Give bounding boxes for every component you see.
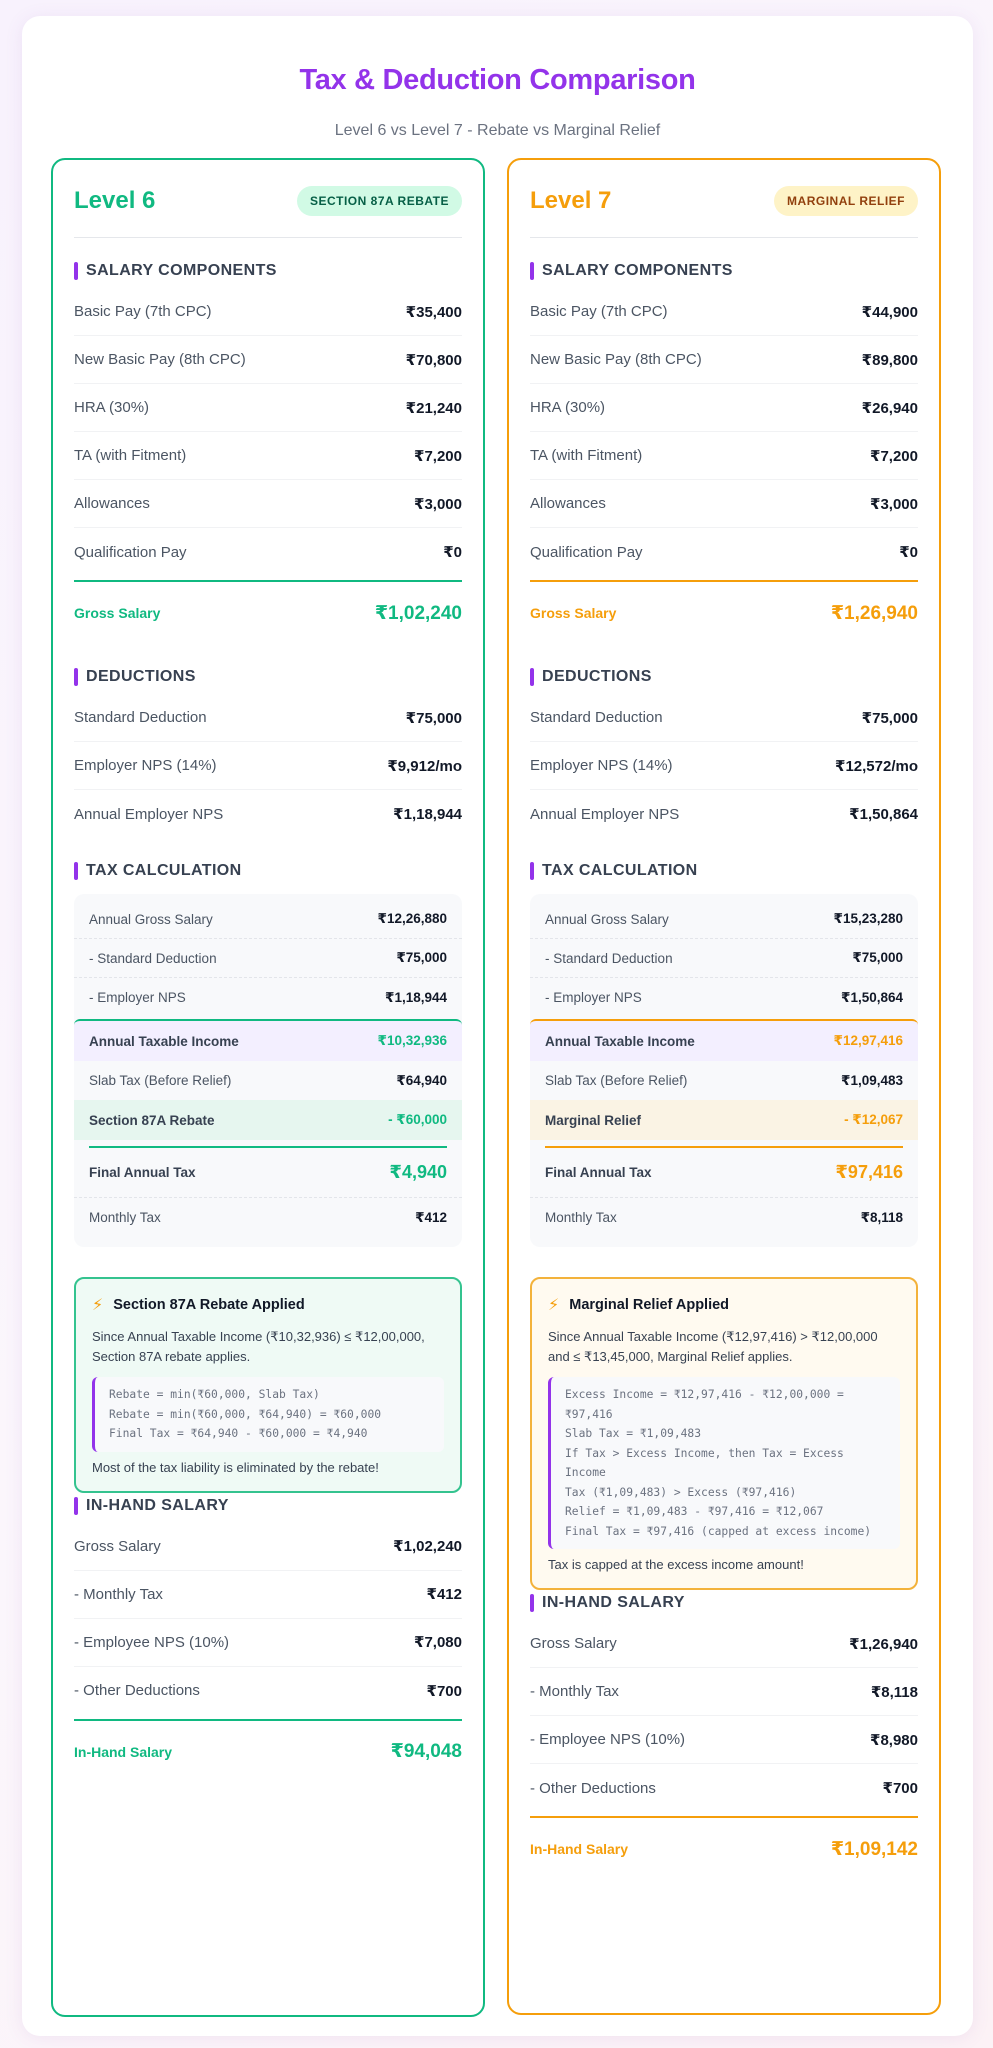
page-subtitle: Level 6 vs Level 7 - Rebate vs Marginal Relief [334, 122, 661, 139]
row-label: Gross Salary [530, 1635, 617, 1652]
formula-line: Relief = ₹1,09,483 - ₹97,416 = ₹12,067 [565, 1505, 824, 1518]
row-value: ₹35,400 [405, 303, 462, 321]
lightning-bolt-icon: ⚡ [548, 1297, 560, 1314]
row-label: Basic Pay (7th CPC) [74, 303, 212, 320]
row-value: ₹97,416 [835, 1162, 903, 1182]
row-label: Annual Gross Salary [545, 911, 669, 927]
salary-row [74, 336, 462, 384]
section-heading-label: DEDUCTIONS [542, 668, 652, 685]
section-marker [530, 862, 534, 880]
row-label: - Standard Deduction [545, 950, 673, 966]
row-label: Slab Tax (Before Relief) [89, 1073, 232, 1088]
section-heading-salary [530, 262, 918, 280]
row-value: ₹7,080 [414, 1634, 462, 1651]
tax-row-final-tax [530, 1148, 918, 1198]
salary-list [530, 288, 918, 576]
inhand-list [530, 1620, 918, 1812]
section-heading-label: SALARY COMPONENTS [542, 262, 733, 279]
section-heading-inhand [530, 1594, 918, 1612]
row-label: Section 87A Rebate [89, 1112, 215, 1128]
relief-note [530, 1277, 918, 1590]
row-label: Marginal Relief [545, 1112, 642, 1128]
level-card-6 [51, 158, 485, 2017]
row-label: Slab Tax (Before Relief) [545, 1073, 688, 1088]
row-label: Final Annual Tax [545, 1165, 652, 1180]
salary-row [530, 432, 918, 480]
deductions-list [74, 694, 462, 838]
row-label: Gross Salary [74, 1537, 161, 1555]
inhand-row [74, 1667, 462, 1715]
note-text: Since Annual Taxable Income (₹12,97,416) > ₹12,00,000 and ≤ ₹13,45,000, Marginal Relief applies. [548, 1329, 878, 1364]
inhand-row [530, 1620, 918, 1668]
tax-row-annual-gross [74, 900, 462, 939]
tax-row-taxable-income [530, 1019, 918, 1061]
tax-row-employer-nps [530, 978, 918, 1017]
row-label: - Standard Deduction [89, 950, 217, 966]
section-heading-label: IN-HAND SALARY [86, 1496, 229, 1514]
level-title: Level 6 [74, 186, 156, 214]
row-label: - Monthly Tax [74, 1585, 163, 1603]
row-label: Annual Employer NPS [530, 805, 680, 823]
row-value: ₹1,50,864 [849, 806, 918, 823]
note-header [92, 1295, 444, 1315]
salary-list [74, 288, 462, 576]
inhand-row [74, 1619, 462, 1667]
row-value: ₹3,000 [414, 495, 462, 513]
row-value: ₹1,26,940 [849, 1635, 918, 1653]
formula-line: Rebate = min(₹60,000, Slab Tax) [109, 1388, 320, 1401]
row-value: ₹21,240 [405, 399, 462, 417]
salary-row [530, 288, 918, 336]
regime-badge: SECTION 87A REBATE [297, 186, 462, 216]
salary-row [74, 384, 462, 432]
row-value: ₹412 [415, 1209, 447, 1225]
inhand-row [74, 1571, 462, 1619]
row-value: ₹1,50,864 [841, 989, 903, 1005]
row-value: ₹75,000 [405, 709, 462, 727]
row-value: ₹12,26,880 [377, 911, 447, 926]
section-marker [530, 262, 534, 280]
section-heading-deductions [74, 668, 462, 686]
row-label: Employer NPS (14%) [74, 757, 217, 774]
row-label: - Employer NPS [89, 990, 186, 1005]
formula-line: Final Tax = ₹97,416 (capped at excess income) [565, 1524, 872, 1538]
lightning-bolt-icon: ⚡ [92, 1297, 104, 1314]
row-value: ₹26,940 [861, 399, 918, 417]
row-label: Annual Employer NPS [74, 805, 224, 823]
row-value: - ₹60,000 [388, 1112, 447, 1127]
row-value: ₹70,800 [405, 351, 462, 369]
tax-row-slab-tax [74, 1061, 462, 1100]
section-marker [74, 1497, 78, 1515]
row-label: New Basic Pay (8th CPC) [74, 351, 246, 368]
salary-row [530, 336, 918, 384]
row-label: Annual Taxable Income [545, 1033, 695, 1049]
formula-block [92, 1377, 444, 1452]
relief-note [74, 1277, 462, 1493]
row-value: ₹75,000 [852, 950, 903, 965]
total-label: Gross Salary [530, 605, 617, 621]
row-label: Standard Deduction [530, 709, 663, 726]
inhand-row [74, 1523, 462, 1571]
row-value: ₹1,02,240 [393, 1538, 462, 1555]
inhand-salary-total [530, 1816, 918, 1880]
deductions-row [74, 694, 462, 742]
row-value: ₹0 [899, 544, 918, 561]
formula-line: Final Tax = ₹64,940 - ₹60,000 = ₹4,940 [109, 1427, 368, 1440]
row-label: - Employee NPS (10%) [74, 1633, 230, 1651]
note-title: Section 87A Rebate Applied [113, 1297, 305, 1313]
inhand-row [530, 1668, 918, 1716]
row-value: ₹1,18,944 [385, 989, 447, 1005]
total-value: ₹1,09,142 [830, 1838, 918, 1860]
note-footer: Tax is capped at the excess income amount! [548, 1557, 804, 1572]
row-value: ₹7,200 [414, 447, 462, 465]
row-value: ₹8,980 [870, 1731, 918, 1749]
row-value: ₹1,09,483 [841, 1072, 903, 1088]
tax-row-employer-nps [74, 978, 462, 1017]
tax-row-annual-gross [530, 900, 918, 939]
deductions-row [530, 694, 918, 742]
inhand-row [530, 1716, 918, 1764]
section-heading-label: DEDUCTIONS [86, 668, 196, 685]
tax-row-taxable-income [74, 1019, 462, 1061]
salary-row [74, 480, 462, 528]
deductions-row [74, 742, 462, 790]
row-label: - Employee NPS (10%) [530, 1731, 686, 1748]
row-value: ₹15,23,280 [833, 911, 903, 926]
row-label: Qualification Pay [74, 543, 187, 561]
inhand-row [530, 1764, 918, 1812]
row-value: ₹700 [426, 1682, 462, 1700]
comparison-panel [22, 16, 973, 2036]
row-value: ₹0 [443, 544, 462, 561]
row-value: ₹75,000 [861, 709, 918, 727]
total-value: ₹1,02,240 [374, 602, 462, 624]
salary-row [530, 480, 918, 528]
section-heading-label: TAX CALCULATION [86, 862, 242, 879]
note-header [548, 1295, 900, 1315]
formula-line: Excess Income = ₹12,97,416 - ₹12,00,000 = ₹97,416 [565, 1388, 844, 1421]
row-label: New Basic Pay (8th CPC) [530, 351, 702, 368]
section-marker [74, 862, 78, 880]
deductions-row [530, 790, 918, 838]
inhand-salary-total [74, 1719, 462, 1783]
tax-row-monthly-tax [530, 1198, 918, 1237]
row-value: ₹412 [426, 1586, 462, 1603]
row-label: Employer NPS (14%) [530, 757, 673, 774]
row-label: Final Annual Tax [89, 1165, 196, 1180]
tax-row-standard-deduction [74, 939, 462, 978]
row-value: - ₹12,067 [844, 1112, 903, 1127]
row-value: ₹7,200 [870, 447, 918, 465]
row-label: Allowances [74, 495, 150, 512]
salary-row [74, 432, 462, 480]
level-card-7 [507, 158, 941, 2015]
row-value: ₹8,118 [860, 1209, 903, 1225]
row-label: HRA (30%) [530, 399, 606, 416]
salary-row [74, 528, 462, 576]
row-label: Annual Gross Salary [89, 911, 213, 927]
section-marker [530, 1594, 534, 1612]
row-value: ₹44,900 [861, 303, 918, 321]
row-label: Qualification Pay [530, 543, 643, 561]
section-heading-label: IN-HAND SALARY [542, 1594, 685, 1611]
row-value: ₹64,940 [396, 1072, 447, 1088]
tax-calculation-box [530, 894, 918, 1247]
row-label: - Other Deductions [74, 1682, 200, 1699]
row-label: Basic Pay (7th CPC) [530, 303, 668, 320]
deductions-list [530, 694, 918, 838]
row-value: ₹12,97,416 [833, 1033, 903, 1048]
tax-row-relief [74, 1100, 462, 1140]
salary-row [530, 384, 918, 432]
formula-line: Tax (₹1,09,483) > Excess (₹97,416) [565, 1485, 797, 1499]
card-header [530, 160, 918, 238]
section-marker [74, 668, 78, 686]
row-value: ₹700 [882, 1780, 918, 1797]
tax-row-final-tax [74, 1148, 462, 1198]
row-value: ₹1,18,944 [393, 806, 462, 823]
row-label: Annual Taxable Income [89, 1033, 239, 1049]
note-text: Since Annual Taxable Income (₹10,32,936) ≤ ₹12,00,000, Section 87A rebate applies. [92, 1329, 425, 1364]
row-label: Standard Deduction [74, 709, 207, 726]
salary-row [530, 528, 918, 576]
section-heading-label: SALARY COMPONENTS [86, 262, 277, 279]
formula-line: Slab Tax = ₹1,09,483 [565, 1427, 702, 1440]
row-value: ₹12,572/mo [835, 757, 918, 775]
tax-row-relief [530, 1100, 918, 1140]
level-title: Level 7 [530, 186, 612, 214]
tax-row-slab-tax [530, 1061, 918, 1100]
formula-line: Rebate = min(₹60,000, ₹64,940) = ₹60,000 [109, 1407, 382, 1421]
page-title: Tax & Deduction Comparison [299, 64, 696, 96]
row-value: ₹9,912/mo [387, 757, 462, 775]
deductions-row [530, 742, 918, 790]
section-heading-tax [530, 862, 918, 880]
note-title: Marginal Relief Applied [569, 1297, 730, 1313]
gross-salary-total [74, 580, 462, 644]
row-label: TA (with Fitment) [530, 447, 643, 464]
section-heading-label: TAX CALCULATION [542, 862, 698, 879]
row-value: ₹8,118 [870, 1683, 918, 1701]
deductions-row [74, 790, 462, 838]
inhand-list [74, 1523, 462, 1715]
total-label: Gross Salary [74, 605, 161, 621]
regime-badge: MARGINAL RELIEF [774, 186, 918, 216]
row-label: Monthly Tax [89, 1210, 161, 1225]
section-marker [74, 262, 78, 280]
section-heading-inhand [74, 1497, 462, 1515]
section-heading-tax [74, 862, 462, 880]
total-value: ₹94,048 [390, 1741, 462, 1762]
total-label: In-Hand Salary [74, 1743, 173, 1760]
row-value: ₹75,000 [396, 950, 447, 965]
row-label: - Other Deductions [530, 1779, 656, 1797]
row-label: - Employer NPS [545, 990, 642, 1005]
total-label: In-Hand Salary [530, 1841, 629, 1857]
section-marker [530, 668, 534, 686]
tax-row-standard-deduction [530, 939, 918, 978]
card-header [74, 160, 462, 238]
row-label: TA (with Fitment) [74, 447, 187, 464]
row-label: Monthly Tax [545, 1210, 617, 1225]
salary-row [74, 288, 462, 336]
gross-salary-total [530, 580, 918, 644]
row-label: - Monthly Tax [530, 1683, 619, 1700]
total-value: ₹1,26,940 [830, 602, 918, 624]
formula-line: If Tax > Excess Income, then Tax = Excess Income [565, 1446, 844, 1479]
row-label: Allowances [530, 495, 606, 512]
row-value: ₹89,800 [861, 351, 918, 369]
section-heading-deductions [530, 668, 918, 686]
row-value: ₹4,940 [389, 1162, 447, 1182]
section-heading-salary [74, 262, 462, 280]
row-value: ₹3,000 [870, 495, 918, 513]
row-value: ₹10,32,936 [377, 1033, 447, 1048]
note-footer: Most of the tax liability is eliminated by the rebate! [92, 1459, 379, 1475]
row-label: HRA (30%) [74, 399, 150, 416]
tax-calculation-box [74, 894, 462, 1247]
formula-block [548, 1377, 900, 1549]
tax-row-monthly-tax [74, 1198, 462, 1237]
